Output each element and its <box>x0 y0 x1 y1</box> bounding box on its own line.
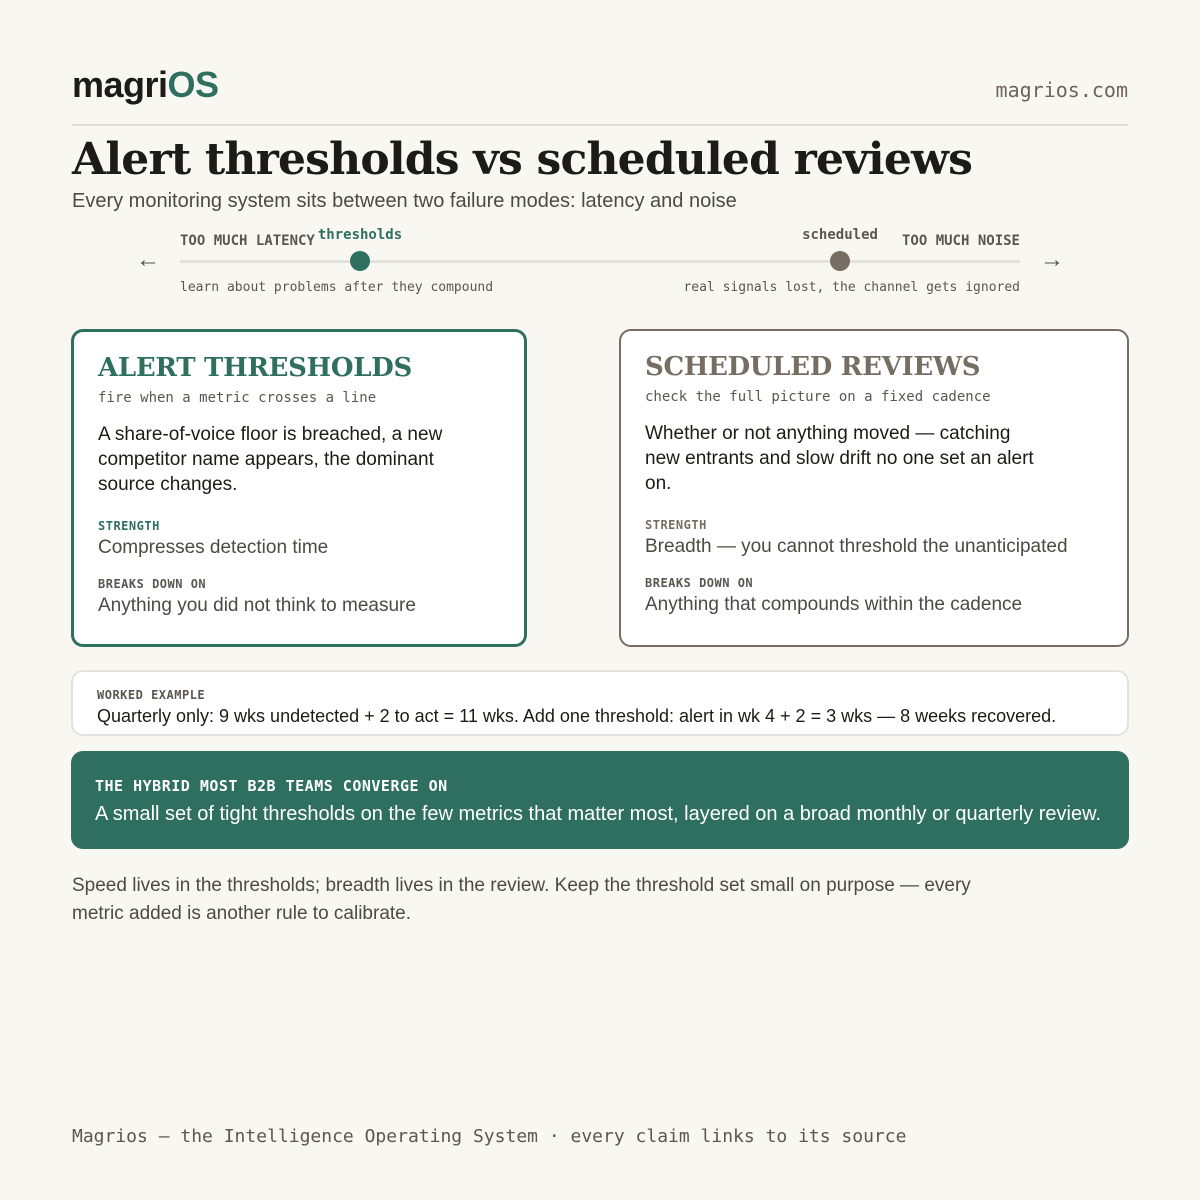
logo-os-mark: OS <box>167 64 219 105</box>
footer-tagline: Magrios — the Intelligence Operating System · every claim links to its source <box>72 1126 907 1147</box>
card-description: A share-of-voice floor is breached, a new competitor name appears, the dominant source changes. <box>98 424 443 495</box>
strength-text: Breadth — you cannot threshold the unanticipated <box>645 536 1068 557</box>
scheduled-marker-label: scheduled <box>802 227 878 243</box>
thresholds-marker-label: thresholds <box>317 227 403 243</box>
hybrid-callout <box>71 751 1129 849</box>
arrow-right-icon: → <box>1040 246 1064 273</box>
card-description: Whether or not anything moved — catching new entrants and slow drift no one set an alert on. <box>645 423 1034 494</box>
alert-thresholds-card <box>71 329 527 647</box>
noise-caption: real signals lost, the channel gets ignored <box>683 280 1020 295</box>
page-subtitle: Every monitoring system sits between two failure modes: latency and noise <box>72 190 737 212</box>
worked-example-label: WORKED EXAMPLE <box>97 688 206 702</box>
card-title: ALERT THRESHOLDS <box>98 353 412 383</box>
latency-noise-spectrum <box>136 224 1064 304</box>
strength-label: STRENGTH <box>645 518 707 532</box>
scheduled-marker <box>830 251 850 271</box>
worked-example-box <box>71 670 1129 736</box>
closing-paragraph: Speed lives in the thresholds; breadth lives in the review. Keep the threshold set small on purpose — every metric added is another rule to calibrate. <box>72 875 971 924</box>
latency-caption: learn about problems after they compound <box>180 280 494 295</box>
hybrid-text: A small set of tight thresholds on the few metrics that matter most, layered on a broad monthly or quarterly review. <box>95 803 1102 825</box>
logo <box>72 64 219 106</box>
breaks-down-label: BREAKS DOWN ON <box>98 577 207 591</box>
header <box>72 60 1128 126</box>
strength-text: Compresses detection time <box>98 537 329 558</box>
breaks-down-text: Anything you did not think to measure <box>98 595 416 616</box>
worked-example-text: Quarterly only: 9 wks undetected + 2 to act = 11 wks. Add one threshold: alert in wk 4 + 2 = 3 wks — 8 weeks recovered. <box>97 706 1057 726</box>
arrow-left-icon: ← <box>136 246 160 273</box>
spectrum-track <box>180 260 1020 263</box>
breaks-down-label: BREAKS DOWN ON <box>645 576 754 590</box>
card-title: SCHEDULED REVIEWS <box>645 352 981 382</box>
strength-label: STRENGTH <box>98 519 160 533</box>
hybrid-label: THE HYBRID MOST B2B TEAMS CONVERGE ON <box>95 777 448 795</box>
logo-wordmark: magri <box>72 64 168 105</box>
site-url: magrios.com <box>995 78 1128 102</box>
page-title: Alert thresholds vs scheduled reviews <box>72 134 973 185</box>
scheduled-reviews-card <box>619 329 1129 647</box>
thresholds-marker <box>350 251 370 271</box>
card-subtitle: check the full picture on a fixed cadence <box>645 389 991 405</box>
card-subtitle: fire when a metric crosses a line <box>98 390 377 406</box>
breaks-down-text: Anything that compounds within the cadence <box>645 594 1023 615</box>
noise-label: TOO MUCH NOISE <box>901 233 1020 249</box>
latency-label: TOO MUCH LATENCY <box>180 233 315 249</box>
